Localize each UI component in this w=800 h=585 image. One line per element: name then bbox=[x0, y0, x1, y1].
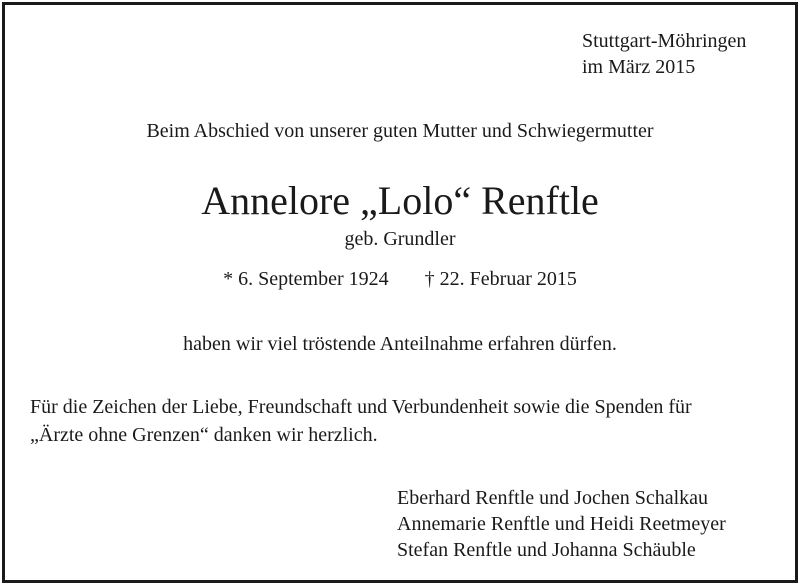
deceased-name: Annelore „Lolo“ Renftle bbox=[201, 178, 599, 223]
signer-line: Stefan Renftle und Johanna Schäuble bbox=[397, 539, 696, 561]
intro-text: Beim Abschied von unserer guten Mutter und Schwiegermutter bbox=[146, 120, 654, 142]
condolence-text: haben wir viel tröstende Anteilnahme erfahren dürfen. bbox=[183, 333, 617, 355]
signer-line: Eberhard Renftle und Jochen Schalkau bbox=[397, 487, 709, 509]
place-text: Stuttgart-Möhringen bbox=[582, 30, 747, 52]
date-text: im März 2015 bbox=[582, 56, 696, 78]
signers-list bbox=[397, 485, 726, 563]
death-date: † 22. Februar 2015 bbox=[424, 268, 577, 290]
life-dates bbox=[0, 268, 800, 291]
signer-line: Annemarie Renftle und Heidi Reetmeyer bbox=[397, 513, 726, 535]
thanks-line-1: Für die Zeichen der Liebe, Freundschaft und Verbundenheit sowie die Spenden für bbox=[30, 396, 692, 418]
maiden-name: geb. Grundler bbox=[344, 228, 456, 250]
thanks-line-2: „Ärzte ohne Grenzen“ danken wir herzlich. bbox=[30, 424, 378, 446]
place-and-date bbox=[582, 28, 746, 80]
birth-date: * 6. September 1924 bbox=[223, 268, 389, 290]
thanks-paragraph bbox=[30, 393, 790, 449]
